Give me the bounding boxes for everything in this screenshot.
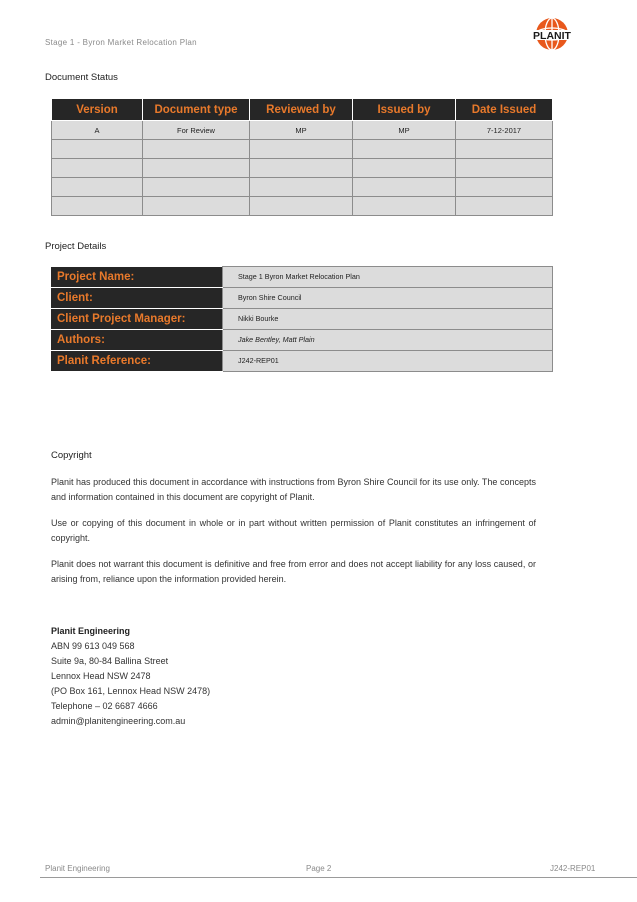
col-header-version: Version — [52, 99, 143, 121]
address-line: Lennox Head NSW 2478 — [51, 671, 151, 681]
footer-reference: J242-REP01 — [550, 864, 596, 873]
copyright-paragraph: Use or copying of this document in whole or in part without written permission of Planit constitutes an infringement of copyright. — [51, 518, 536, 543]
project-details-table — [51, 266, 553, 372]
table-cell — [456, 178, 553, 197]
table-cell — [250, 159, 353, 178]
document-header-title: Stage 1 - Byron Market Relocation Plan — [45, 38, 197, 47]
detail-row-client-project-manager — [51, 308, 553, 329]
col-header-reviewed-by: Reviewed by — [250, 99, 353, 121]
table-cell — [250, 197, 353, 216]
detail-value: J242-REP01 — [223, 350, 553, 371]
copyright-paragraph: Planit has produced this document in accordance with instructions from Byron Shire Council for its use only. The concepts and information contained in this document are copyright of Planit. — [51, 477, 536, 502]
detail-value: Stage 1 Byron Market Relocation Plan — [223, 267, 553, 288]
detail-label: Planit Reference: — [51, 350, 223, 371]
col-header-document-type: Document type — [143, 99, 250, 121]
table-cell — [353, 159, 456, 178]
col-header-date-issued: Date Issued — [456, 99, 553, 121]
detail-label: Project Name: — [51, 267, 223, 288]
table-row — [52, 197, 553, 216]
detail-row-planit-reference — [51, 350, 553, 371]
detail-value: Nikki Bourke — [223, 308, 553, 329]
detail-label: Client: — [51, 287, 223, 308]
detail-row-authors — [51, 329, 553, 350]
table-cell — [143, 140, 250, 159]
table-cell — [250, 178, 353, 197]
table-row — [52, 140, 553, 159]
planit-logo — [524, 16, 580, 58]
table-cell: MP — [250, 121, 353, 140]
table-cell — [143, 159, 250, 178]
table-cell — [52, 178, 143, 197]
table-cell: A — [52, 121, 143, 140]
table-row — [52, 178, 553, 197]
table-cell — [52, 197, 143, 216]
table-cell — [353, 178, 456, 197]
detail-row-project-name — [51, 267, 553, 288]
contact-block — [51, 624, 210, 729]
detail-value: Jake Bentley, Matt Plain — [223, 329, 553, 350]
footer-divider — [40, 877, 637, 878]
po-box: (PO Box 161, Lennox Head NSW 2478) — [51, 686, 211, 696]
email: admin@planitengineering.com.au — [51, 716, 186, 726]
table-cell — [456, 197, 553, 216]
copyright-title: Copyright — [51, 450, 92, 461]
table-cell: For Review — [143, 121, 250, 140]
detail-label: Client Project Manager: — [51, 308, 223, 329]
project-details-title: Project Details — [45, 241, 107, 252]
table-cell — [143, 178, 250, 197]
table-cell: 7-12-2017 — [456, 121, 553, 140]
telephone: Telephone – 02 6687 4666 — [51, 701, 158, 711]
detail-value: Byron Shire Council — [223, 287, 553, 308]
detail-label: Authors: — [51, 329, 223, 350]
table-cell — [52, 159, 143, 178]
table-cell — [456, 159, 553, 178]
table-cell — [456, 140, 553, 159]
table-cell: MP — [353, 121, 456, 140]
document-status-title: Document Status — [45, 72, 118, 83]
table-cell — [250, 140, 353, 159]
footer-company: Planit Engineering — [45, 864, 110, 873]
table-cell — [52, 140, 143, 159]
table-row — [52, 121, 553, 140]
address-line: Suite 9a, 80-84 Ballina Street — [51, 656, 169, 666]
document-status-table — [51, 98, 553, 216]
table-cell — [353, 197, 456, 216]
table-cell — [353, 140, 456, 159]
logo-text: PLANIT — [533, 30, 571, 42]
col-header-issued-by: Issued by — [353, 99, 456, 121]
table-row — [52, 159, 553, 178]
company-name: Planit Engineering — [51, 626, 131, 636]
table-cell — [143, 197, 250, 216]
footer-page-number: Page 2 — [306, 864, 332, 873]
detail-row-client — [51, 287, 553, 308]
copyright-paragraph: Planit does not warrant this document is definitive and free from error and does not accept liability for any loss caused, or arising from, reliance upon the information provided herein. — [51, 559, 536, 584]
abn: ABN 99 613 049 568 — [51, 641, 135, 651]
